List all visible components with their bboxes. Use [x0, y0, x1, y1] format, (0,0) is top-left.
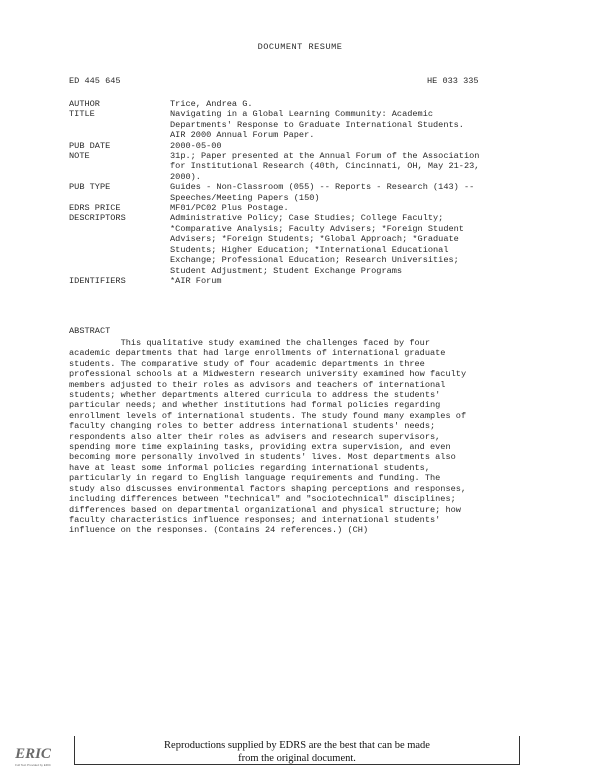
abstract-line: academic departments that had large enrollments of international graduate [69, 348, 446, 359]
field-edrs-price [69, 203, 539, 213]
abstract-line: This qualitative study examined the challenges faced by four [69, 338, 430, 348]
abstract-line: members adjusted to their roles as advisors and teachers of international [69, 379, 446, 390]
field-line: Exchange; Professional Education; Research Universities; [170, 255, 459, 266]
field-line: Trice, Andrea G. [170, 99, 253, 109]
field-value [170, 182, 539, 203]
field-value [170, 276, 539, 286]
field-line: *Comparative Analysis; Faculty Advisers; *Foreign Student [170, 223, 464, 234]
field-pub-date [69, 141, 539, 151]
logo-text: ERIC [15, 746, 51, 762]
field-line: for Institutional Research (40th, Cincinnati, OH, May 21-23, [170, 161, 480, 172]
field-line: Guides - Non-Classroom (055) -- Reports - Research (143) -- [170, 182, 475, 193]
abstract-line: faculty changing roles to better address international students' needs; [69, 421, 436, 432]
field-line: 2000-05-00 [170, 140, 222, 151]
field-line: Students; Higher Education; *International Educational [170, 244, 449, 255]
field-value [170, 213, 539, 275]
abstract-line: respondents also alter their roles as advisers and research supervisors, [69, 431, 441, 442]
field-line: MF01/PC02 Plus Postage. [170, 203, 289, 214]
abstract-line: spending more time explaining tasks, providing extra supervision, and even [69, 442, 451, 453]
abstract-body [69, 338, 539, 536]
field-value [170, 99, 539, 109]
field-descriptors [69, 213, 539, 275]
field-pub-type [69, 182, 539, 203]
field-line: 2000). [170, 171, 201, 182]
abstract-line: influence on the responses. (Contains 24 references.) (CH) [69, 525, 369, 536]
field-line: Departments' Response to Graduate International Students. [170, 119, 464, 130]
abstract-label: ABSTRACT [69, 326, 111, 336]
abstract-line: becoming more personally involved in students' lives. Most departments also [69, 452, 456, 463]
field-label: EDRS PRICE [69, 203, 121, 214]
abstract-line: particularly in regard to English language requirements and funding. The [69, 473, 441, 484]
field-label: NOTE [69, 151, 90, 162]
field-value [170, 203, 539, 213]
notice-line-2: from the original document. [238, 753, 356, 764]
abstract-line: faculty characteristics influence responses; and international students' [69, 514, 441, 525]
field-line: Administrative Policy; Case Studies; College Faculty; [170, 213, 444, 224]
field-label: DESCRIPTORS [69, 213, 126, 224]
abstract-line: differences based on departmental organizational and physical structure; how [69, 504, 461, 515]
reproduction-notice [74, 736, 520, 765]
metadata-fields [69, 99, 539, 286]
logo-subtext: Full Text Provided by ERIC [15, 763, 51, 767]
field-author [69, 99, 539, 109]
eric-logo-icon [15, 741, 51, 769]
field-value [170, 109, 539, 140]
field-line: *AIR Forum [170, 275, 222, 286]
field-value [170, 151, 539, 182]
field-label: AUTHOR [69, 99, 100, 109]
field-line: AIR 2000 Annual Forum Paper. [170, 130, 315, 141]
field-line: Advisers; *Foreign Students; *Global Approach; *Graduate [170, 234, 459, 245]
abstract-line: students; whether departments altered curricula to address the students' [69, 390, 441, 401]
field-label: PUB DATE [69, 140, 111, 151]
ed-number: ED 445 645 [69, 76, 121, 86]
field-title [69, 109, 539, 140]
notice-line-1: Reproductions supplied by EDRS are the best that can be made [164, 740, 430, 751]
field-label: PUB TYPE [69, 182, 111, 193]
abstract-line: enrollment levels of international students. The study found many examples of [69, 410, 467, 421]
he-number: HE 033 335 [427, 76, 479, 86]
abstract-line: study also discusses environmental factors shaping perceptions and responses, [69, 483, 467, 494]
field-identifiers [69, 276, 539, 286]
abstract-line: have at least some informal policies regarding international students, [69, 462, 430, 473]
field-line: Speeches/Meeting Papers (150) [170, 192, 320, 203]
field-label: IDENTIFIERS [69, 275, 126, 286]
field-line: Student Adjustment; Student Exchange Programs [170, 265, 403, 276]
field-line: Navigating in a Global Learning Community: Academic [170, 109, 434, 120]
field-note [69, 151, 539, 182]
abstract-line: including differences between "technical" and "sociotechnical" disciplines; [69, 494, 456, 505]
field-value [170, 141, 539, 151]
abstract-line: students. The comparative study of four academic departments in three [69, 358, 425, 369]
abstract-line: professional schools at a Midwestern research university examined how faculty [69, 369, 467, 380]
field-label: TITLE [69, 109, 95, 120]
field-line: 31p.; Paper presented at the Annual Forum of the Association [170, 151, 480, 162]
abstract-line: particular needs; and whether institutions had formal policies regarding [69, 400, 441, 411]
document-title: DOCUMENT RESUME [257, 42, 343, 52]
